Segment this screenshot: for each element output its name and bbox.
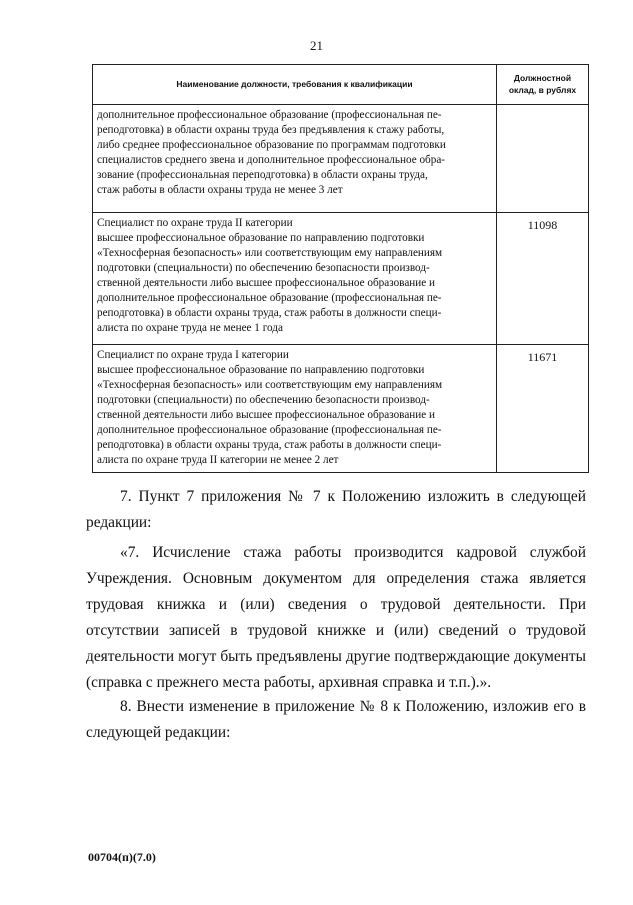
table-header-row: [93, 65, 589, 105]
paragraph-8: 8. Внести изменение в приложение № 8 к Положению, изложив его в следующей редакции:: [86, 698, 586, 741]
paragraph-7-wrapper: [86, 484, 586, 536]
row-requirements: Специалист по охране труда II категории высшее профессиональное образование по направлению подготовки «Техносферная безопасность» или соответствующим ему направлениям подготовки (специальности) по обеспечению безопасности производ- ственной деятельности либо высшее профессиональное образование и дополнительное профессиональное образование (профессиональная пе- реподготовка) в области охраны труда, стаж работы в должности специ- алиста по охране труда не менее 1 года: [97, 217, 443, 334]
row-requirements: дополнительное профессиональное образование (профессиональная пе- реподготовка) в области охраны труда без предъявления к стажу работы, либо среднее профессиональное образование по программам подготовки специалистов среднего звена и дополнительное профессиональное обра- зование (профессиональная переподготовка) в области охраны труда, стаж работы в области охраны труда не менее 3 лет: [97, 109, 446, 196]
row-requirements: Специалист по охране труда I категории высшее профессиональное образование по направлению подготовки «Техносферная безопасность» или соответствующим ему направлениям подготовки (специальности) по обеспечению безопасности производ- ственной деятельности либо высшее профессиональное образование и дополнительное профессиональное образование (профессиональная пе- реподготовка) в области охраны труда, стаж работы в должности специ- алиста по охране труда II категории не менее 2 лет: [97, 349, 443, 466]
table-row: [93, 105, 589, 213]
row-salary: 11671: [527, 350, 558, 364]
row-salary: [501, 108, 584, 110]
paragraph-7-quote: «7. Исчисление стажа работы производится кадровой службой Учреждения. Основным документом для определения стажа является трудовая книжка и (или) сведения о трудовой деятельности. При отсутствии записей в трудовой книжке и (или) сведений о трудовой деятельности могут быть предъявлены другие подтверждающие документы (справка с прежнего места работы, архивная справка и т.п.).».: [86, 544, 586, 691]
row-salary: 11098: [527, 218, 558, 232]
paragraph-7-quote-wrapper: [86, 540, 586, 696]
paragraph-7: 7. Пункт 7 приложения № 7 к Положению изложить в следующей редакции:: [86, 488, 586, 531]
table-row: [93, 213, 589, 345]
qualification-table: [92, 64, 589, 473]
document-code: 00704(п)(7.0): [88, 850, 156, 864]
header-position-requirements: Наименование должности, требования к квалификации: [93, 65, 497, 105]
paragraph-8-wrapper: [86, 694, 586, 746]
table-row: [93, 345, 589, 473]
header-salary: Должностной оклад, в рублях: [497, 65, 589, 105]
page-number: 21: [310, 38, 323, 53]
